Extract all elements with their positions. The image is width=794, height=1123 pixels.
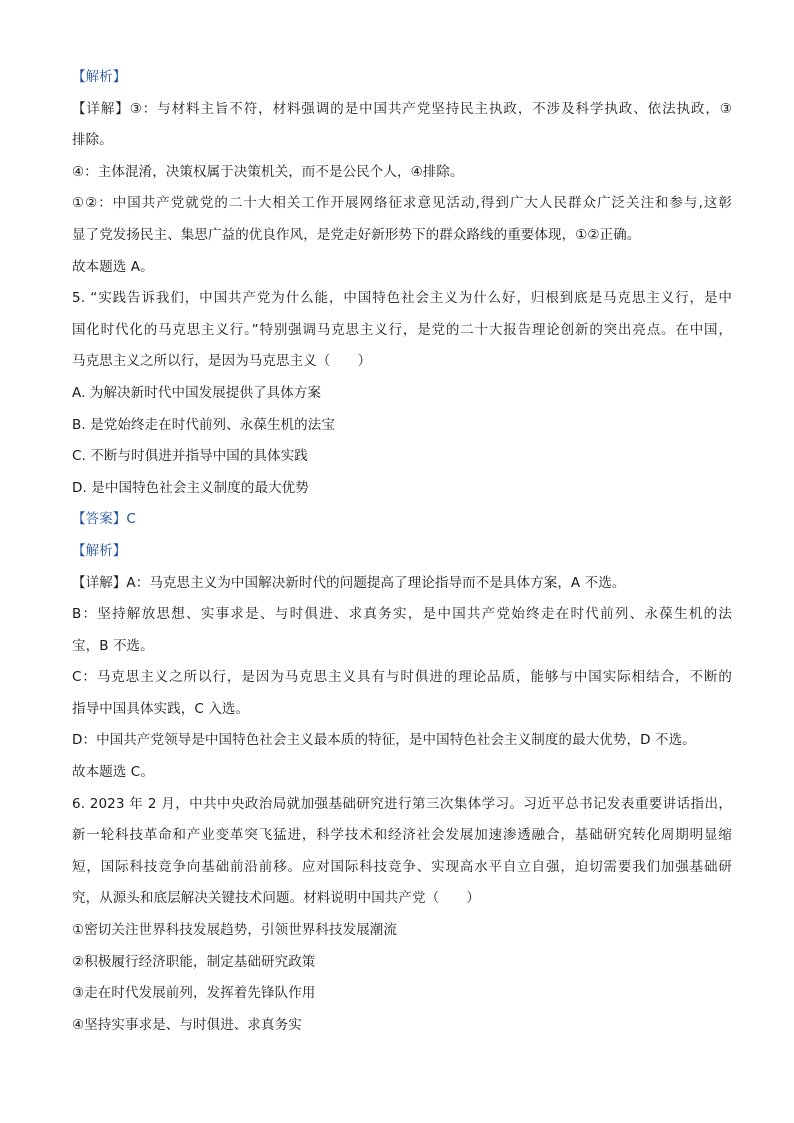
option-b: B. 是党始终走在时代前列、永葆生机的法宝 bbox=[72, 416, 335, 433]
question-6-stem: 新一轮科技革命和产业变革突飞猛进，科学技术和经济社会发展加速渗透融合，基础研究转化周期明显缩 bbox=[72, 827, 732, 844]
question-5-stem: 国化时代化的马克思主义行。”特别强调马克思主义行，是党的二十大报告理论创新的突出亮点。在中国， bbox=[72, 321, 732, 338]
answer-label: 【答案】C bbox=[72, 511, 136, 528]
option-c: C. 不断与时俱进并指导中国的具体实践 bbox=[72, 448, 308, 465]
text-line: ④：主体混淆，决策权属于决策机关，而不是公民个人，④排除。 bbox=[72, 163, 464, 180]
text-line: 指导中国具体实践，C 入选。 bbox=[72, 700, 250, 717]
question-6-stem: 6. 2023 年 2 月，中共中央政治局就加强基础研究进行第三次集体学习。习近平总书记发表重要讲话指出， bbox=[72, 795, 732, 812]
document-body bbox=[72, 62, 732, 1041]
option-d: D. 是中国特色社会主义制度的最大优势 bbox=[72, 479, 309, 496]
text-line: 排除。 bbox=[72, 132, 113, 149]
option-a: A. 为解决新时代中国发展提供了具体方案 bbox=[72, 384, 322, 401]
question-6-stem: 究，从源头和底层解决关键技术问题。材料说明中国共产党（ ） bbox=[72, 890, 480, 907]
statement-item: ④坚持实事求是、与时俱进、求真务实 bbox=[72, 1016, 302, 1033]
statement-item: ②积极履行经济职能，制定基础研究政策 bbox=[72, 953, 316, 970]
statement-item: ①密切关注世界科技发展趋势，引领世界科技发展潮流 bbox=[72, 922, 398, 939]
text-line: ①②：中国共产党就党的二十大相关工作开展网络征求意见活动,得到广大人民群众广泛关注和参与,这彰 bbox=[72, 195, 732, 212]
text-line: 【详解】③：与材料主旨不符，材料强调的是中国共产党坚持民主执政，不涉及科学执政、依法执政，③ bbox=[72, 100, 732, 117]
text-line: 宝，B 不选。 bbox=[72, 637, 154, 654]
statement-item: ③走在时代发展前列，发挥着先锋队作用 bbox=[72, 985, 316, 1002]
question-5-stem: 5. “实践告诉我们，中国共产党为什么能，中国特色社会主义为什么好，归根到底是马克思主义行，是中 bbox=[72, 290, 732, 307]
question-5-stem: 马克思主义之所以行，是因为马克思主义（ ） bbox=[72, 353, 372, 370]
analysis-heading: 【解析】 bbox=[72, 542, 127, 559]
text-line: 故本题选 A。 bbox=[72, 258, 154, 275]
text-line: D：中国共产党领导是中国特色社会主义最本质的特征，是中国特色社会主义制度的最大优势，D 不选。 bbox=[72, 732, 696, 749]
text-line: C：马克思主义之所以行，是因为马克思主义具有与时俱进的理论品质，能够与中国实际相结合，不断的 bbox=[72, 669, 732, 686]
question-6-stem: 短，国际科技竞争向基础前沿前移。应对国际科技竞争、实现高水平自立自强，迫切需要我们加强基础研 bbox=[72, 858, 732, 875]
text-line: 显了党发扬民主、集思广益的优良作风，是党走好新形势下的群众路线的重要体现，①②正确。 bbox=[72, 226, 641, 243]
analysis-heading: 【解析】 bbox=[72, 69, 127, 85]
text-line: B：坚持解放思想、实事求是、与时俱进、求真务实，是中国共产党始终走在时代前列、永葆生机的法 bbox=[72, 606, 732, 623]
text-line: 故本题选 C。 bbox=[72, 764, 154, 781]
text-line: 【详解】A：马克思主义为中国解决新时代的问题提高了理论指导而不是具体方案，A 不选。 bbox=[72, 574, 626, 591]
